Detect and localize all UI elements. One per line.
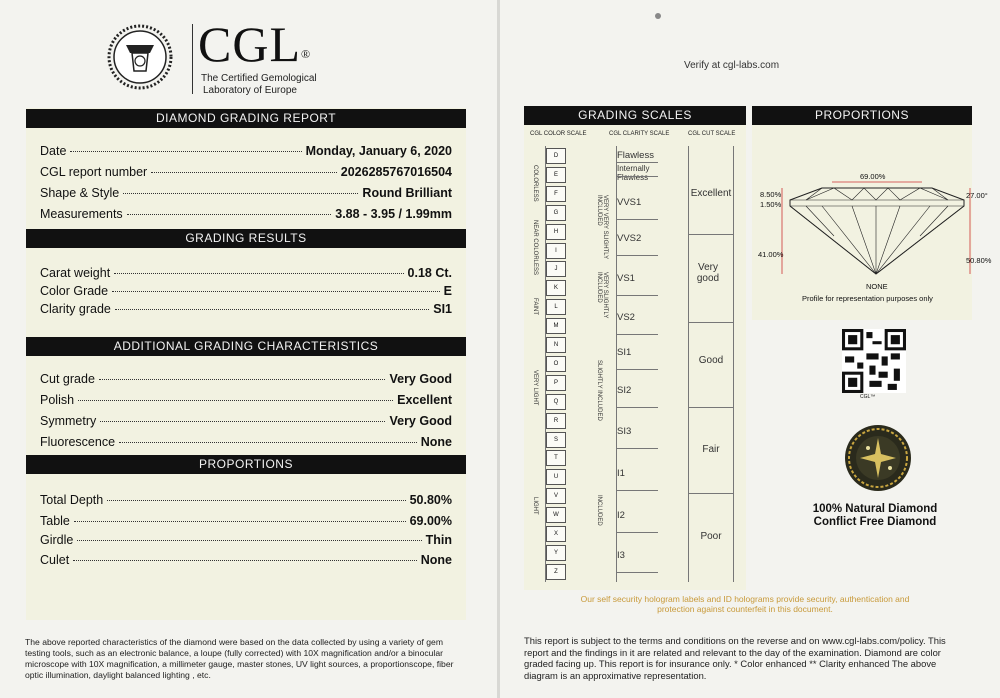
color-group-label: NEAR COLORLESS [532,220,538,276]
clarity-divider [616,369,658,370]
report-label: CGL report number [40,165,148,179]
clarity-grade: VVS1 [617,197,642,208]
leader-dots [107,500,405,501]
crown-height-label: 8.50% [760,190,782,199]
girdle-label: 1.50% [760,200,782,209]
color-grade-f: F [546,186,566,202]
clarity-divider [616,219,658,220]
proportion-row [40,553,452,571]
proportion-value: Thin [425,533,452,547]
cgl-emblem-icon [106,23,174,91]
proportion-label: Table [40,514,70,528]
additional-label: Symmetry [40,414,97,428]
result-row [40,302,452,320]
result-row [40,284,452,302]
result-value: E [443,284,452,298]
color-grade-y: Y [546,545,566,561]
clarity-divider [616,162,658,163]
report-row [40,207,452,225]
verify-text: Verify at cgl-labs.com [684,60,780,71]
proportion-value: None [420,553,452,567]
additional-value: Very Good [389,414,452,428]
color-group-label: VERY LIGHT [532,370,538,406]
table-label: 69.00% [860,172,886,181]
leader-dots [151,172,337,173]
proportions-right-bar: PROPORTIONS [752,106,972,125]
result-label: Clarity grade [40,302,111,316]
brand-name: CGL® [198,16,312,72]
color-grade-e: E [546,167,566,183]
report-label: Shape & Style [40,186,120,200]
proportion-value: 50.80% [409,493,452,507]
clarity-grade: SI3 [617,426,632,437]
pavilion-label: 41.00% [758,250,784,259]
color-group-label: COLORLESS [532,165,538,202]
clarity-grade: VS1 [617,273,635,284]
color-scale-header: CGL COLOR SCALE [530,131,587,137]
hologram-seal-icon [844,424,912,492]
additional-value: Very Good [389,372,452,386]
proportion-label: Culet [40,553,70,567]
hologram-note: Our self security hologram labels and ID holograms provide security, authentication and protection against counterfeit in this document. [580,594,910,614]
report-value: 3.88 - 3.95 / 1.99mm [335,207,452,221]
leader-dots [70,151,301,152]
cut-grade: Very good [696,262,720,284]
clarity-grade: VS2 [617,312,635,323]
result-label: Color Grade [40,284,109,298]
clarity-grade: SI1 [617,347,632,358]
clarity-grade: I2 [617,510,625,521]
result-row [40,266,452,284]
color-grade-q: Q [546,394,566,410]
diagram-caption: Profile for representation purposes only [802,294,933,303]
proportions-bar: PROPORTIONS [26,455,466,474]
color-group-label: LIGHT [532,497,538,515]
leader-dots [115,309,429,310]
color-grade-j: J [546,261,566,277]
proportion-label: Total Depth [40,493,104,507]
color-grade-r: R [546,413,566,429]
page-fold [497,0,500,698]
report-label: Date [40,144,67,158]
color-grade-l: L [546,299,566,315]
clarity-grade: SI2 [617,385,632,396]
color-grade-m: M [546,318,566,334]
punch-dot [655,13,661,19]
cut-grade: Poor [700,531,722,542]
proportion-row [40,533,452,551]
clarity-group-label: VERY VERY SLIGHTLY INCLUDED [596,195,608,260]
report-value: Monday, January 6, 2020 [305,144,452,158]
color-grade-p: P [546,375,566,391]
leader-dots [119,442,417,443]
cut-grade: Excellent [690,188,732,199]
color-grade-n: N [546,337,566,353]
leader-dots [99,379,386,380]
leader-dots [78,400,393,401]
color-grade-x: X [546,526,566,542]
color-grade-d: D [546,148,566,164]
proportion-value: 69.00% [409,514,452,528]
clarity-group-label: VERY SLIGHTLY INCLUDED [596,272,608,319]
leader-dots [114,273,403,274]
report-row [40,165,452,183]
report-row [40,186,452,204]
crown-angle-label: 27.00° [966,191,988,200]
clarity-grade: VVS2 [617,233,642,244]
leader-dots [100,421,385,422]
report-value: 2026285767016504 [340,165,452,179]
additional-row [40,393,452,411]
clarity-divider [616,407,658,408]
clarity-divider [616,448,658,449]
qr-code-icon [842,329,906,393]
color-grade-w: W [546,507,566,523]
clarity-group-label: SLIGHTLY INCLUDED [596,360,602,421]
clarity-divider [616,176,658,177]
disclaimer-left: The above reported characteristics of the diamond were based on the data collected by using a variety of gem testing tools, such as an electronic balance, a loupe (fully corrected) with 10X magnification and/or a binocular microscope with 10X magnification, a millimeter gauge, master stones, UV light sources, a proportionscope, fiber optic illumination, daylight balanced lighting , etc. [25,637,454,680]
clarity-group-label: INCLUDED [596,495,602,526]
color-grade-s: S [546,432,566,448]
color-grade-g: G [546,205,566,221]
result-value: SI1 [433,302,452,316]
cut-divider [689,234,733,235]
report-label: Measurements [40,207,123,221]
additional-row [40,414,452,432]
clarity-divider [616,572,658,573]
leader-dots [127,214,332,215]
additional-row [40,435,452,453]
report-row [40,144,452,162]
leader-dots [77,540,421,541]
cut-grade: Good [698,355,724,366]
cut-grade: Fair [702,444,720,455]
culet-label: NONE [866,282,888,291]
report-title-bar: DIAMOND GRADING REPORT [26,109,466,128]
brand-subtitle: The Certified Gemological Laboratory of Europe [201,73,317,96]
additional-value: Excellent [397,393,452,407]
footer-right: This report is subject to the terms and conditions on the reverse and on www.cgl-labs.com/policy. This report and the findings in it are related and relevant to the day of the examination. Diamond are color graded facing up. This report is for insurance only. * Color enhanced ** Clarity enhanced The above diagram is an approximative representation. [524,635,946,681]
clarity-divider [616,490,658,491]
color-grade-h: H [546,224,566,240]
clarity-grade: Flawless [617,150,654,161]
leader-dots [123,193,358,194]
cut-divider [689,407,733,408]
clarity-grade: Internally Flawless [617,164,650,182]
proportion-label: Girdle [40,533,74,547]
additional-bar: ADDITIONAL GRADING CHARACTERISTICS [26,337,466,356]
leader-dots [74,521,406,522]
clarity-divider [616,532,658,533]
diamond-profile-diagram [752,126,972,286]
color-group-label: FAINT [532,298,538,316]
additional-label: Fluorescence [40,435,116,449]
cut-divider [689,322,733,323]
leader-dots [112,291,440,292]
cut-divider [689,493,733,494]
leader-dots [73,560,417,561]
color-grade-o: O [546,356,566,372]
depth-label: 50.80% [966,256,992,265]
clarity-scale-header: CGL CLARITY SCALE [609,131,670,137]
clarity-grade: I1 [617,468,625,479]
natural-diamond-text: 100% Natural Diamond Conflict Free Diamond [812,503,938,528]
color-grade-u: U [546,469,566,485]
color-grade-t: T [546,450,566,466]
grading-results-bar: GRADING RESULTS [26,229,466,248]
qr-caption: CGL™ [860,394,876,400]
result-label: Carat weight [40,266,111,280]
additional-row [40,372,452,390]
logo-divider [192,24,193,94]
additional-value: None [420,435,452,449]
proportion-row [40,514,452,532]
clarity-grade: I3 [617,550,625,561]
clarity-divider [616,295,658,296]
report-value: Round Brilliant [362,186,452,200]
color-grade-i: I [546,243,566,259]
color-grade-z: Z [546,564,566,580]
additional-label: Polish [40,393,75,407]
color-grade-k: K [546,280,566,296]
color-grade-v: V [546,488,566,504]
grading-scales-bar: GRADING SCALES [524,106,746,125]
clarity-divider [616,255,658,256]
cut-scale-header: CGL CUT SCALE [688,131,736,137]
clarity-divider [616,334,658,335]
proportion-row [40,493,452,511]
result-value: 0.18 Ct. [407,266,452,280]
additional-label: Cut grade [40,372,95,386]
